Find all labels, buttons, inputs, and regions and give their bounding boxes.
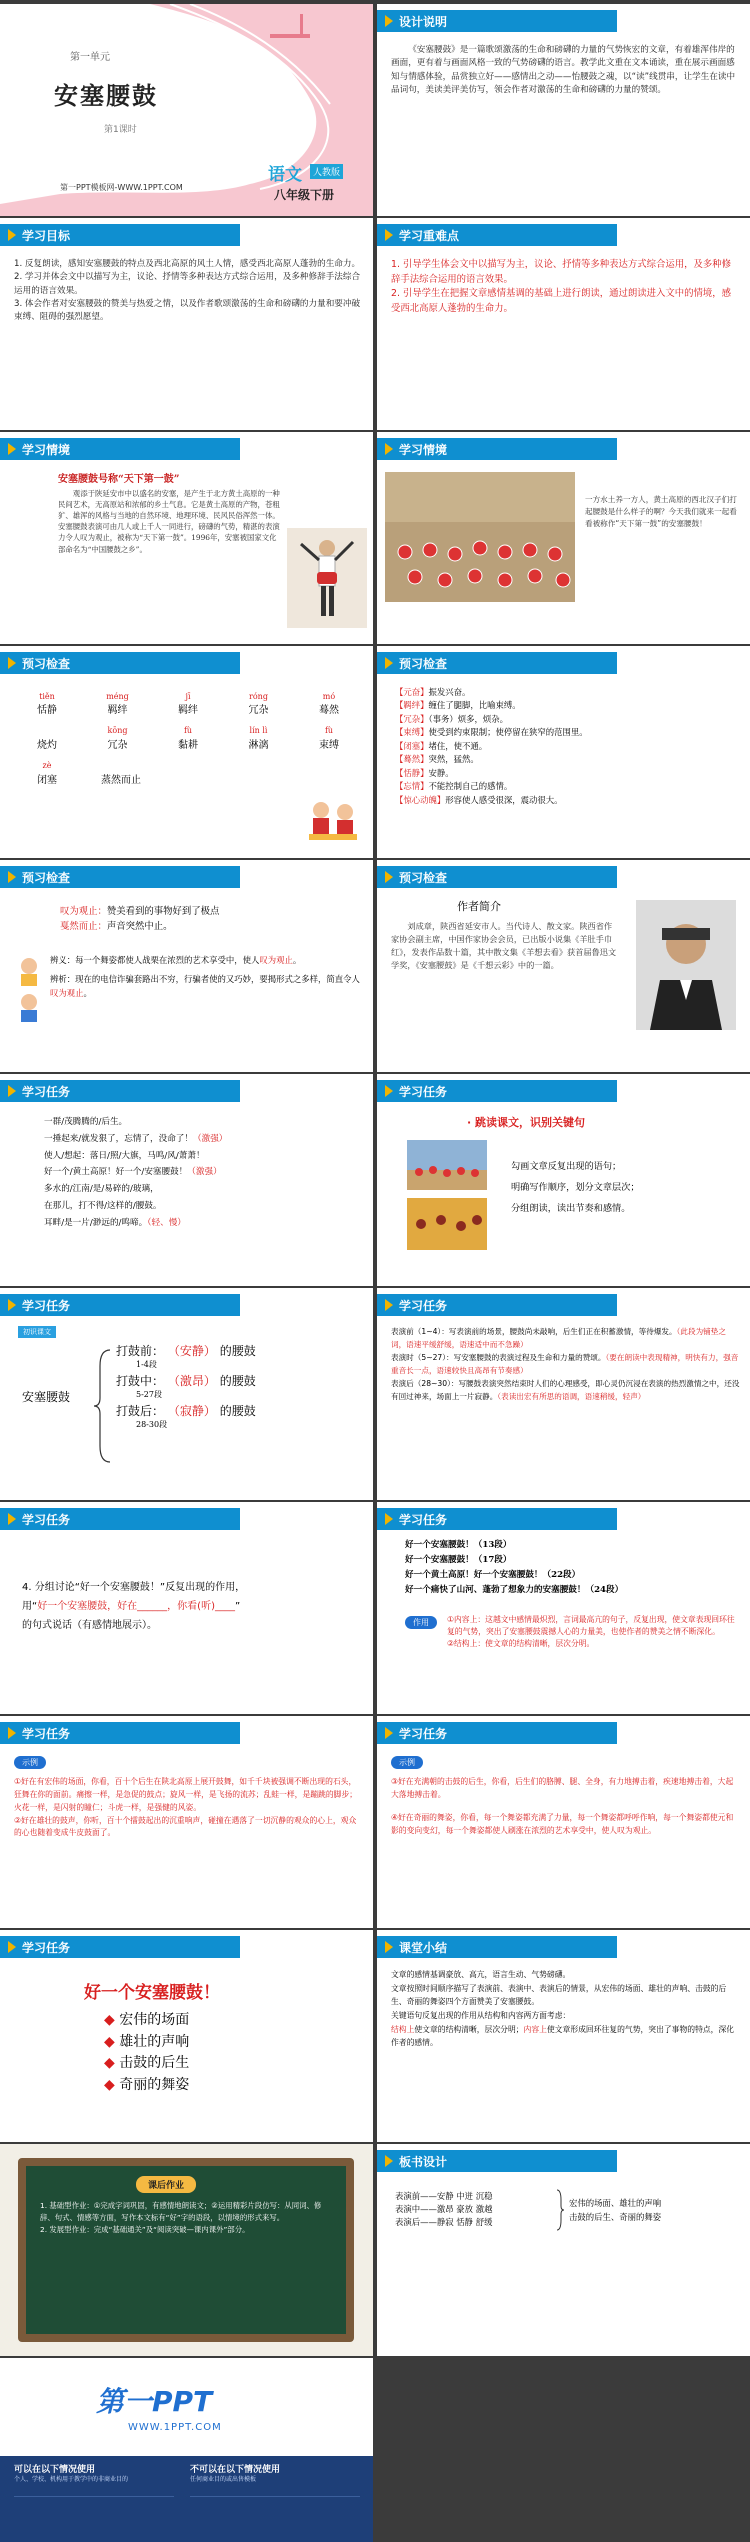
rhythm-line: 一捶起来/就发狠了，忘情了，没命了！（激强） (44, 1133, 228, 1144)
site-label: 第一PPT模板网-WWW.1PPT.COM (60, 183, 183, 192)
vocab-card: mó 蓦然 (319, 692, 339, 716)
idiom-definitions (60, 904, 219, 934)
slide-summary-points (0, 1930, 373, 2142)
slide-header: 学习任务 (377, 1722, 617, 1744)
slide-header: 学习任务 (377, 1508, 617, 1530)
structure-row: 打鼓中： （激昂） 的腰鼓 (116, 1373, 256, 1388)
usage-allowed-title: 可以在以下情况使用 (14, 2465, 96, 2475)
objective-list (14, 258, 361, 325)
idiom-examples (50, 954, 361, 1000)
slide-context-2 (377, 432, 750, 644)
slide-example-2 (377, 1716, 750, 1928)
header-arrow-icon (8, 229, 16, 241)
section-paragraph: 表演后（28~30）：写腰鼓表演突然结束时人们的心理感受，即心灵仍沉浸在表演的热烈激情之中，还没有回过神来，场面上一片寂静。（表读出宏有所思的语调，语速稍缓，轻声） (391, 1378, 740, 1401)
slide-task-skim (377, 1074, 750, 1286)
slide-header: 预习检查 (0, 652, 240, 674)
example-text: ③好在充满朝的击鼓的后生，你看，后生们的胳膊、腿、全身，有力地搏击着，疾速地搏击着，大起大落地搏击着。 ④好在奇丽的舞姿，你看，每一个舞姿都充满了力量，每一个舞姿都呼呼作响，每一个舞姿都使元和影的变向变幻，每一个舞姿都使人刷涨在浓烈的艺术享受中，使人叹为观止。 (391, 1777, 734, 1835)
subject-label: 语文 (268, 165, 302, 185)
slide-header: 学习情境 (377, 438, 617, 460)
bullet-diamond-icon: ◆ (104, 2055, 120, 2072)
section-analysis (391, 1326, 740, 1403)
chalkboard (26, 2166, 346, 2334)
structure-row: 打鼓后： （寂静） 的腰鼓 (116, 1403, 256, 1418)
slide-header: 预习检查 (377, 866, 617, 888)
vocab-card: 烧灼 (37, 740, 57, 751)
slide-header: 学习任务 (377, 1080, 617, 1102)
discussion-prompt: 4. 分组讨论“好一个安塞腰鼓！”反复出现的作用， 用“好一个安塞腰鼓，好在______，你看(听)____” 的句式说话（有感情地展示）。 (22, 1582, 246, 1631)
slide-credits (0, 2358, 373, 2542)
drummer-cartoon (301, 796, 361, 846)
bullet-diamond-icon: ◆ (104, 2033, 120, 2050)
usage-forbidden-text: 任何商业目的或出售模板 (190, 2476, 257, 2483)
pinyin-grid (18, 692, 358, 786)
grade-label: 八年级下册 (274, 188, 335, 202)
key-point-item: 1. 引导学生体会文中以描写为主，议论、抒情等多种表达方式综合运用，及多种修辞手法综合运用的语言效果。 (391, 259, 732, 285)
context-caption: 一方水土养一方人，黄土高原的西北汉子们打起腰鼓是什么样子的啊？今天我们就来一起看看被称作“天下第一鼓”的安塞腰鼓！ (585, 495, 737, 528)
link-list-right (190, 2496, 360, 2536)
example-tag: 示例 (14, 1756, 46, 1769)
slide-header: 学习任务 (0, 1722, 240, 1744)
board-right: 宏伟的场面、雄壮的声响 击鼓的后生、奇丽的舞姿 (569, 2198, 662, 2223)
brand-logo: 第一PPT (96, 2385, 213, 2418)
header-arrow-icon (8, 1727, 16, 1739)
objective-item: 2. 学习并体会文中以描写为主，议论、抒情等多种表达方式综合运用，及多种修辞手法综合运用的语言效果。 (14, 272, 361, 296)
pinyin-row (18, 692, 358, 716)
structure-rows: 打鼓前： （安静） 的腰鼓 1-4段 打鼓中： （激昂） 的腰鼓 5-27段 打鼓后： （寂静） 的腰鼓 28-30段 (116, 1344, 256, 1429)
idiom-item: 叹为观止：赞美看到的事物好到了极点 (60, 906, 220, 917)
summary-item: ◆ 雄壮的声响 (104, 2033, 190, 2050)
objective-item: 1. 反复朗读，感知安塞腰鼓的特点及西北高原的风土人情，感受西北高原人蓬勃的生命力。 (14, 259, 361, 269)
header-arrow-icon (385, 15, 393, 27)
section-paragraph: 表演时（5~27）：写安塞腰鼓的表演过程及生命和力量的赞颂。（要在朗读中表现精神，明快有力，强音重音长一点，语速较快且高昂有节奏感） (391, 1352, 739, 1375)
slide-context-1 (0, 432, 373, 644)
slide-task-discussion (0, 1502, 373, 1714)
slide-author (377, 860, 750, 1072)
slide-header: 学习目标 (0, 224, 240, 246)
homework-item: 2. 发展型作业：完成“基础通关”及“阅读突破—课内课外”部分。 (40, 2224, 250, 2234)
usage-area (0, 2456, 373, 2542)
author-portrait (636, 900, 736, 1030)
repetition-line: 好一个安塞腰鼓！（13段） (405, 1540, 512, 1550)
performance-photos (407, 1140, 487, 1250)
link-list-left (14, 2496, 174, 2536)
bullet-diamond-icon: ◆ (104, 2077, 120, 2094)
rhythm-line: 耳畔/是一片/渺远的/鸣啼。（轻、慢） (44, 1217, 186, 1228)
rhythm-line: 在那儿，打不得/这样的/腰鼓。 (44, 1200, 162, 1211)
slide-task-rhythm (0, 1074, 373, 1286)
summary-title: 好一个安塞腰鼓！ (84, 1983, 220, 2003)
slide-board-design (377, 2144, 750, 2356)
lesson-title: 安塞腰鼓 (54, 82, 158, 110)
bullet-diamond-icon: ◆ (104, 2012, 120, 2028)
header-arrow-icon (8, 657, 16, 669)
slide-header: 学习任务 (377, 1294, 617, 1316)
edition-badge: 人教版 (310, 164, 343, 179)
slide-header: 学习情境 (0, 438, 240, 460)
board-brace (555, 2188, 565, 2232)
definition-item: 【元奋】振发兴奋。 (395, 687, 471, 697)
definition-item: 【羁绊】缠住了腿脚，比喻束缚。 (395, 700, 521, 711)
vocab-card: 蒸然而止 (101, 775, 141, 786)
header-arrow-icon (385, 657, 393, 669)
slide-header: 板书设计 (377, 2150, 617, 2172)
board-left: 表演前——安静 中迸 沉稳 表演中——激昂 豪放 激越 表演后——静寂 恬静 舒缓 (395, 2191, 493, 2228)
slide-example-1 (0, 1716, 373, 1928)
definition-item: 【惊心动魄】形容使人感受很深，震动很大。 (395, 794, 563, 805)
slide-header: 设计说明 (377, 10, 617, 32)
definition-item: 【恬静】安静。 (395, 767, 454, 778)
slide-header: 学习任务 (0, 1936, 240, 1958)
vocab-card: lín lì 淋漓 (248, 726, 269, 751)
header-arrow-icon (385, 1085, 393, 1097)
vocab-card: kōng 冗杂 (107, 726, 128, 751)
usage-forbidden-title: 不可以在以下情况使用 (190, 2465, 281, 2475)
rhythm-line: 使人/想起：落日/照/大旗，马鸣/风/萧萧！ (44, 1150, 205, 1161)
repetition-lines (405, 1538, 740, 1598)
pinyin-row (18, 726, 358, 751)
pinyin-row (18, 761, 358, 786)
header-arrow-icon (385, 1513, 393, 1525)
repetition-line: 好一个安塞腰鼓！（17段） (405, 1555, 512, 1566)
definition-item: 【蓦然】突然，猛然。 (395, 754, 479, 765)
vocab-card: zè 闭塞 (37, 761, 57, 786)
function-tag: 作用 (405, 1616, 437, 1629)
slide-design-notes (377, 4, 750, 216)
header-arrow-icon (8, 443, 16, 455)
summary-item: ◆ 宏伟的场面 (104, 2012, 190, 2028)
author-bio: 刘成章，陕西省延安市人。当代诗人、散文家。陕西省作家协会副主席，中国作家协会会员，已出版小说集《羊肚手巾红》，发表作品数十篇，其中散文集《羊想去看》获首届鲁迅文学奖，《安塞腰鼓》是《千想云彩》中的一篇。 (391, 921, 617, 971)
homework-title: 课后作业 (136, 2176, 196, 2193)
definition-item: 【束缚】使受到约束限制；使停留在狭窄的范围里。 (395, 727, 588, 738)
author-subheading: 作者简介 (457, 900, 501, 913)
objective-item: 3. 体会作者对安塞腰鼓的赞美与热爱之情，以及作者歌颂激荡的生命和磅礴的力量和要冲破束缚、阻碍的强烈愿望。 (14, 298, 361, 323)
slide-preview-pinyin (0, 646, 373, 858)
example-tag: 示例 (391, 1756, 423, 1769)
slide-header: 课堂小结 (377, 1936, 617, 1958)
definition-list (395, 686, 740, 807)
homework-item: 1. 基础型作业：①完成字词巩固，有感情地朗读文；②运用精彩片段仿写：从同词、修辞、句式、情感等方面，写作本文标有“好”字的语段，以情境的形式来写。 (40, 2201, 322, 2222)
skim-title: · 跳读课文，识别关键句 (467, 1116, 586, 1129)
rhythm-line: 一群/茂腾腾的/后生。 (44, 1117, 128, 1127)
design-notes-text: 《安塞腰鼓》是一篇歌颂激荡的生命和磅礴的力量的气势恢宏的文章，有着雄浑伟岸的画面，更有着与画面风格一致的气势磅礴的语言。教学此文重在文本诵读，重在展示画面感知与情感体验，品赏独立好——感情出之动——怡腰鼓之魂，以“读”线贯串，让学生在读中品词句，美读美评美仿写，领会作者对激荡的生命和磅礴的力量的赞颂。 (391, 45, 736, 95)
repetition-line: 好一个黄土高原！好一个安塞腰鼓！（22段） (405, 1570, 581, 1581)
header-arrow-icon (385, 229, 393, 241)
vocab-card: róng 冗杂 (248, 692, 269, 716)
definition-item: 【忘情】不能控制自己的感情。 (395, 781, 513, 792)
repetition-line: 好一个痛快了山河、蓬勃了想象力的安塞腰鼓！（24段） (405, 1585, 624, 1596)
students-illustration (14, 954, 44, 1024)
context-title: 安塞腰鼓号称“天下第一鼓” (58, 474, 180, 485)
slide-key-points (377, 218, 750, 430)
example-text: ①好在有宏伟的场面，你看，百十个后生在陕北高原上展开鼓舞，如千千块被强调不断出现的石头，狂舞在你的面前。痛擦一样，是急促的鼓点；旋风一样，是飞扬的流苏；乱蛙一样，是蹦跳的脚步；火花一样，是闪射的瞳仁；斗虎一样，是强健的风姿。 ②好在雄壮的鼓声，你听，百十个擂鼓起出的沉重响声，碰撞在遇落了一切沉静的观众的心上，观众的心也随着变成牛皮鼓面了。 (14, 1777, 358, 1838)
logo-area (0, 2358, 373, 2456)
vocab-card: jī 羁绊 (178, 692, 198, 716)
slide-header: 学习任务 (0, 1508, 240, 1530)
unit-label: 第一单元 (70, 52, 110, 63)
skim-step: 分组朗读，读出节奏和感情。 (511, 1203, 631, 1215)
header-arrow-icon (385, 1941, 393, 1953)
header-arrow-icon (8, 1513, 16, 1525)
slide-task-structure (0, 1288, 373, 1500)
slide-class-summary (377, 1930, 750, 2142)
header-arrow-icon (8, 1299, 16, 1311)
bullet-dot-icon: · (467, 1116, 476, 1129)
drum-performance-photo (385, 472, 575, 602)
header-arrow-icon (385, 2155, 393, 2167)
usage-allowed-text: 个人、学校、机构用于教学中的非商业目的 (14, 2476, 129, 2483)
structure-brace (94, 1346, 114, 1466)
definition-item: 【闭塞】堵住，使不通。 (395, 740, 488, 751)
header-arrow-icon (8, 871, 16, 883)
idiom-example: 辨义：每一个舞姿都使人战栗在浓烈的艺术享受中，使人叹为观止。 (50, 955, 302, 965)
skim-step: 明确写作顺序，划分文章层次； (511, 1182, 640, 1194)
header-arrow-icon (8, 1941, 16, 1953)
vocab-card: méng 羁绊 (106, 692, 129, 716)
header-arrow-icon (385, 1727, 393, 1739)
function-notes: ①内容上：这越文中感情最炽烈，言词最高亢的句子，反复出现，使文章表现回环往复的气势，突出了安塞腰鼓震撼人心的力量美，也使作者的赞美之情不断深化。 ②结构上：使文章的结构清晰，层次分明。 (447, 1615, 735, 1649)
slide-preview-idioms (0, 860, 373, 1072)
summary-text: 文章的感情基调豪放、高亢，语言生动、气势磅礴。 文章按照时间顺序描写了表演前、表演中、表演后的情景，从宏伟的场面、雄壮的声响、击鼓的后生、奇丽的舞姿四个方面赞美了安塞腰鼓。 关键语句反复出现的作用从结构和内容两方面考虑： 结构上使文章的结构清晰，层次分明；内容上使文章形成回环往复的气势，突出了事物的特点，深化作者的感情。 (391, 1970, 735, 2048)
slide-task-repetition (377, 1502, 750, 1714)
chalkboard-frame (18, 2158, 354, 2342)
vocab-card: tiěn 恬静 (37, 692, 57, 716)
section-paragraph: 表演前（1~4）：写表演前的场景，腰鼓尚未敲响，后生们正在积蓄激情，等待爆发。（此段为铺垫之词，语速平缓舒缓，语速适中而不急躁） (391, 1327, 726, 1349)
rhythm-line: 多水的/江南/是/易碎的/玻璃， (44, 1184, 159, 1194)
summary-item: ◆ 击鼓的后生 (104, 2055, 190, 2072)
homework-list (40, 2200, 334, 2236)
slide-header: 学习重难点 (377, 224, 617, 246)
drummer-illustration (287, 528, 367, 628)
idiom-item: 戛然而止：声音突然中止。 (60, 921, 173, 933)
slide-title (0, 4, 373, 216)
slide-header: 预习检查 (377, 652, 617, 674)
slide-task-sections (377, 1288, 750, 1500)
skim-step: 勾画文章反复出现的语句； (511, 1161, 622, 1172)
lesson-period: 第1课时 (104, 125, 137, 135)
skim-steps (511, 1156, 640, 1219)
summary-list (104, 2010, 189, 2097)
slide-header: 学习任务 (0, 1080, 240, 1102)
vocab-card: fù 黏耕 (178, 726, 198, 751)
section-tag: 初识课文 (18, 1326, 56, 1338)
structure-row: 打鼓前： （安静） 的腰鼓 (116, 1344, 256, 1358)
vocab-card: fù 束缚 (319, 726, 339, 751)
header-arrow-icon (385, 1299, 393, 1311)
slide-header: 预习检查 (0, 866, 240, 888)
slide-homework (0, 2144, 373, 2356)
slide-preview-definitions (377, 646, 750, 858)
rhythm-lines (44, 1114, 363, 1231)
brand-url: WWW.1PPT.COM (128, 2422, 222, 2433)
rhythm-line: 好一个/黄土高原！好一个/安塞腰鼓！（激强） (44, 1167, 222, 1178)
definition-item: 【冗杂】（事务）烦多，烦杂。 (395, 713, 509, 724)
slide-objectives (0, 218, 373, 430)
slide-header: 学习任务 (0, 1294, 240, 1316)
key-point-list (391, 258, 738, 316)
header-arrow-icon (385, 871, 393, 883)
structure-center: 安塞腰鼓 (22, 1390, 71, 1404)
summary-item: ◆ 奇丽的舞姿 (104, 2077, 190, 2094)
idiom-example: 辨析：现在的电信诈骗套路出不穷，行骗者使的又巧妙，要揭形式之多样，简直令人叹为观止。 (50, 974, 360, 998)
header-arrow-icon (385, 443, 393, 455)
header-arrow-icon (8, 1085, 16, 1097)
key-point-item: 2. 引导学生在把握文章感情基调的基础上进行朗读，通过朗读进入文中的情境，感受西北高原人蓬勃的生命力。 (391, 288, 732, 314)
context-text: 观添于陕延安市中以盛名的安塞，是产生于北方黄土高原的一种民间艺术，无高原站和浓郁的乡土气息。它是黄土高原的产物，苍粗犷、雄浑的风格与当地的自然环境、地理环境、民风民俗浑然一体。安塞腰鼓表演可由几人或上千人一同进行，磅礴的气势，精湛的表演力令人叹为观止，被称为“天下第一鼓”。1996年，安塞被国家文化部命名为“中国腰鼓之乡”。 (58, 489, 280, 554)
